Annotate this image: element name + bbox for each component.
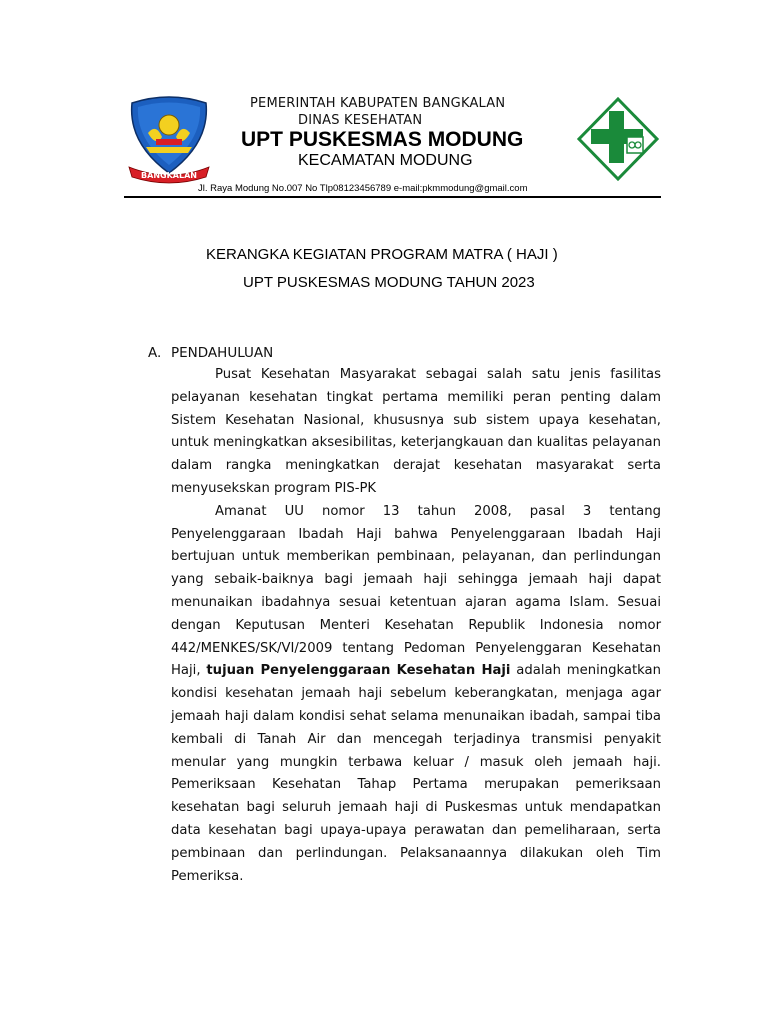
letterhead-title: UPT PUSKESMAS MODUNG [241, 128, 524, 151]
emblem-banner-text: BANGKALAN [141, 171, 197, 180]
puskesmas-cross-icon [577, 97, 659, 181]
paragraph-2 [171, 501, 661, 889]
paragraph-2-bold: tujuan Penyelenggaraan Kesehatan Haji [206, 663, 511, 679]
paragraph-2-text-b: adalah meningkatkan kondisi kesehatan jemaah haji sebelum keberangkatan, menjaga agar jemaah haji dalam kondisi sehat selama menunaikan ibadah, sampai tiba kembali di Tanah Air dan mencegah terjadinya transmisi penyakit menular yang mungkin terbawa keluar / masuk oleh jemaah haji. Pemeriksaan Kesehatan Tahap Pertama merupakan pemeriksaan kesehatan bagi seluruh jemaah haji di Puskesmas untuk mendapatkan data kesehatan bagi upaya-upaya perawatan dan pemeliharaan, serta pembinaan dan perlindungan. Pelaksanaannya dilakukan oleh Tim Pemeriksa. [171, 663, 661, 884]
paragraph-2-text-a: Amanat UU nomor 13 tahun 2008, pasal 3 tentang Penyelenggaraan Ibadah Haji bahwa Penyelenggaraan Ibadah Haji bertujuan untuk memberikan pembinaan, pelayanan, dan perlindungan yang sebaik-baiknya bagi jemaah haji sehingga jemaah haji dapat menunaikan ibadahnya sesuai ketentuan ajaran agama Islam. Sesuai dengan Keputusan Menteri Kesehatan Republik Indonesia nomor 442/MENKES/SK/VI/2009 tentang Pedoman Penyelenggaran Kesehatan Haji, [171, 503, 661, 679]
section-marker: A. [148, 345, 162, 361]
document-subtitle: UPT PUSKESMAS MODUNG TAHUN 2023 [243, 274, 535, 291]
paragraph-1: Pusat Kesehatan Masyarakat sebagai salah satu jenis fasilitas pelayanan kesehatan tingkat pertama memiliki peran penting dalam Sistem Kesehatan Nasional, khususnya sub sistem upaya kesehatan, untuk meningkatkan aksesibilitas, keterjangkauan dan kualitas pelayanan dalam rangka meningkatkan derajat kesehatan masyarakat serta menyusekskan program PIS-PK [171, 367, 661, 496]
letterhead-divider [124, 196, 661, 198]
section-heading: PENDAHULUAN [171, 345, 274, 361]
letterhead-address: Jl. Raya Modung No.007 No Tlp08123456789 e-mail:pkmmodung@gmail.com [198, 183, 528, 194]
bangkalan-emblem-icon [126, 93, 212, 185]
document-title: KERANGKA KEGIATAN PROGRAM MATRA ( HAJI ) [206, 246, 558, 263]
letterhead-department: DINAS KESEHATAN [298, 113, 423, 128]
section-body [171, 364, 661, 888]
letterhead-government: PEMERINTAH KABUPATEN BANGKALAN [250, 96, 506, 111]
letterhead-district: KECAMATAN MODUNG [298, 152, 473, 169]
